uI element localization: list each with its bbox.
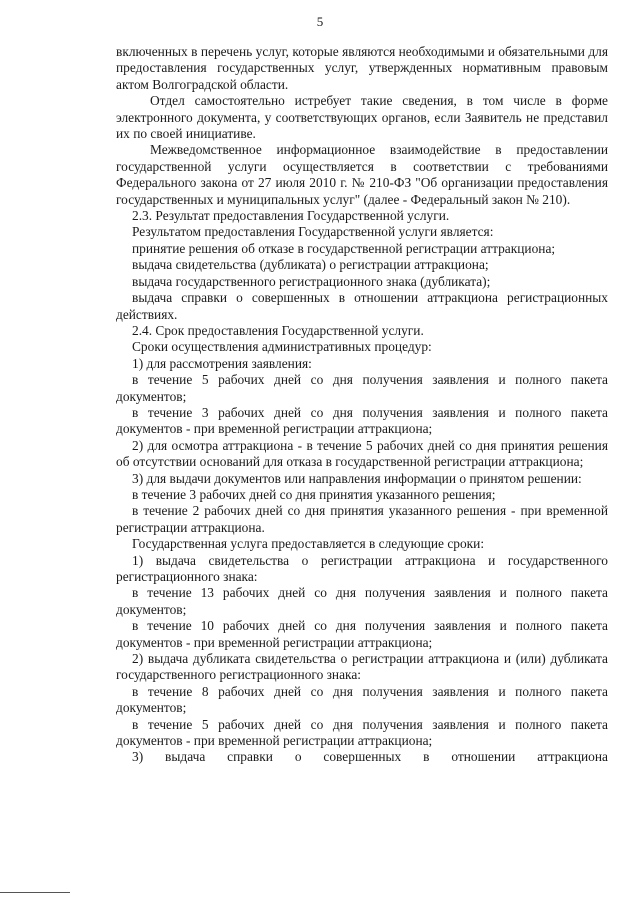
list-item: выдача свидетельства (дубликата) о регистрации аттракциона; [132,257,489,273]
list-item: 3) выдача справки о совершенных в отношении аттракциона [132,749,608,765]
list-item: в течение 8 рабочих дней со дня получения заявления и полного пакета документов; [116,683,608,716]
list-item: 1) для рассмотрения заявления: [132,355,312,371]
page-number: 5 [316,14,324,29]
list-item: в течение 3 рабочих дней со дня принятия указанного решения; [132,486,496,502]
list-item: в течение 5 рабочих дней со дня получения заявления и полного пакета документов; [116,372,608,404]
paragraph: Отдел самостоятельно истребует такие сведения, в том числе в форме электронного документа, у соответствующих органов, если Заявитель не представил их по своей инициативе. [116,93,608,142]
list-item: выдача государственного регистрационного знака (дубликата); [132,273,491,289]
list-item: в течение 13 рабочих дней со дня получения заявления и полного пакета документов; [116,585,608,617]
paragraph: Межведомственное информационное взаимодействие в предоставлении государственной услуги осуществляется в соответствии с требованиями Федерального закона от 27 июля 2010 г. № 210-ФЗ "Об организации предоставления государственных и муниципальных услуг" (далее - Федеральный закон № 210). [116,142,608,207]
document-body [116,44,608,766]
list-item: 2) для осмотра аттракциона - в течение 5 рабочих дней со дня принятия решения об отсутствии оснований для отказа в государственной регистрации аттракциона; [116,437,608,470]
list-item: выдача справки о совершенных в отношении аттракциона регистрационных действиях. [116,290,608,322]
paragraph: Результатом предоставления Государственной услуги является: [132,224,494,240]
list-item: 3) для выдачи документов или направления информации о принятом решении: [132,470,582,486]
scan-edge-mark [0,892,70,893]
paragraph: Сроки осуществления административных процедур: [132,339,432,355]
section-heading: 2.3. Результат предоставления Государственной услуги. [132,208,450,224]
list-item: 1) выдача свидетельства о регистрации аттракциона и государственного регистрационного знака: [116,552,608,584]
list-item: 2) выдача дубликата свидетельства о регистрации аттракциона и (или) дубликата государственного регистрационного знака: [116,651,608,683]
section-heading: 2.4. Срок предоставления Государственной услуги. [132,322,424,338]
list-item: в течение 2 рабочих дней со дня принятия указанного решения - при временной регистрации аттракциона. [116,503,608,535]
list-item: принятие решения об отказе в государственной регистрации аттракциона; [132,240,556,256]
list-item: в течение 3 рабочих дней со дня получения заявления и полного пакета документов - при временной регистрации аттракциона; [116,404,608,437]
paragraph: включенных в перечень услуг, которые являются необходимыми и обязательными для предоставления государственных услуг, утвержденных нормативным правовым актом Волгоградской области. [116,44,608,92]
list-item: в течение 5 рабочих дней со дня получения заявления и полного пакета документов - при временной регистрации аттракциона; [116,716,608,749]
paragraph: Государственная услуга предоставляется в следующие сроки: [132,536,485,552]
list-item: в течение 10 рабочих дней со дня получения заявления и полного пакета документов - при временной регистрации аттракциона; [116,618,608,650]
